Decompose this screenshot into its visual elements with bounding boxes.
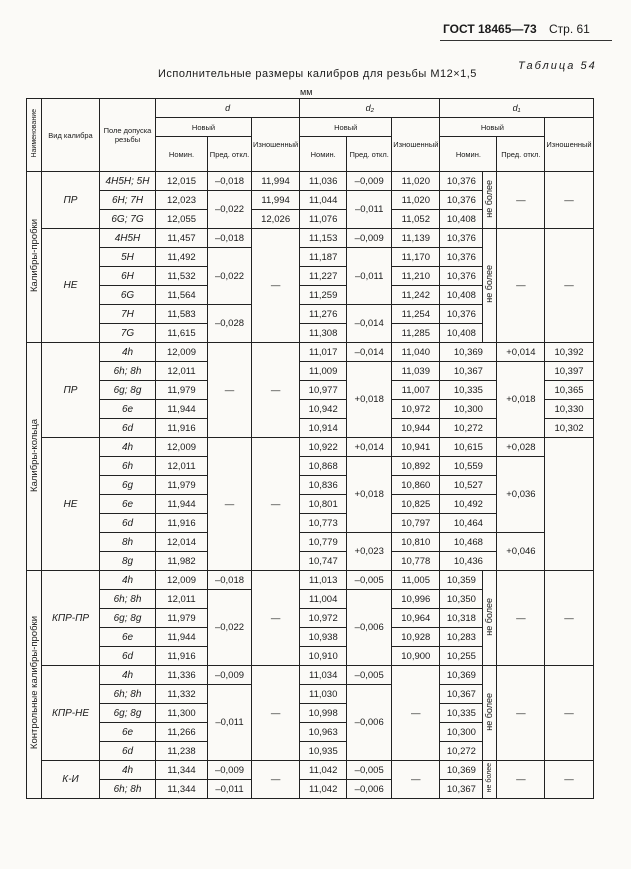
- value-cell: 11,982: [156, 552, 208, 571]
- value-cell: 11,944: [156, 400, 208, 419]
- value-cell: 11,332: [156, 685, 208, 704]
- value-cell: –0,011: [347, 191, 392, 229]
- value-cell: 10,492: [440, 495, 497, 514]
- tolerance-cell: 6e: [100, 400, 156, 419]
- value-cell: 10,350: [440, 590, 483, 609]
- value-cell: 11,044: [300, 191, 347, 210]
- value-cell: 10,868: [300, 457, 347, 476]
- value-cell: –0,006: [347, 685, 392, 761]
- note-ne-bolee: не более: [483, 571, 497, 666]
- value-cell: 10,964: [392, 609, 440, 628]
- value-cell: 10,996: [392, 590, 440, 609]
- col-header-d1-nom: Номин.: [440, 137, 497, 172]
- value-cell: 10,376: [440, 267, 483, 286]
- col-header-d1-worn: Изношенный: [545, 118, 593, 172]
- value-cell: 11,187: [300, 248, 347, 267]
- value-cell: 10,376: [440, 305, 483, 324]
- value-cell: 10,300: [440, 723, 483, 742]
- kind-cell: НЕ: [42, 438, 100, 571]
- tolerance-cell: 6g; 8g: [100, 381, 156, 400]
- value-cell: –0,005: [347, 666, 392, 685]
- value-cell: –0,009: [208, 761, 252, 780]
- tolerance-cell: 7G: [100, 324, 156, 343]
- tolerance-cell: 6H; 7H: [100, 191, 156, 210]
- dash-cell: —: [545, 571, 593, 666]
- standard-number: ГОСТ 18465—73: [443, 22, 537, 36]
- tolerance-cell: 4H5H; 5H: [100, 172, 156, 191]
- col-header-d2-worn: Изношенный: [392, 118, 440, 172]
- value-cell: –0,014: [347, 343, 392, 362]
- value-cell: 11,300: [156, 704, 208, 723]
- value-cell: 11,979: [156, 476, 208, 495]
- group-label-control: Контрольные калибры-пробки: [27, 571, 42, 799]
- col-header-d-dev: Пред. откл.: [208, 137, 252, 172]
- header-rule: [440, 40, 612, 41]
- value-cell: +0,018: [347, 457, 392, 533]
- value-cell: –0,009: [347, 229, 392, 248]
- table-row: [27, 343, 594, 362]
- tolerance-cell: 6h; 8h: [100, 590, 156, 609]
- value-cell: 12,009: [156, 343, 208, 362]
- dash-cell: —: [497, 571, 545, 666]
- value-cell: 10,369: [440, 761, 483, 780]
- value-cell: 11,492: [156, 248, 208, 267]
- tolerance-cell: 6h: [100, 457, 156, 476]
- value-cell: +0,018: [497, 362, 545, 438]
- dash-cell: —: [545, 172, 593, 229]
- value-cell: 11,242: [392, 286, 440, 305]
- tolerance-cell: 8h: [100, 533, 156, 552]
- value-cell: 10,464: [440, 514, 497, 533]
- value-cell: 10,272: [440, 419, 497, 438]
- value-cell: 11,979: [156, 381, 208, 400]
- tolerance-cell: 7H: [100, 305, 156, 324]
- tolerance-cell: 6d: [100, 419, 156, 438]
- tolerance-cell: 6d: [100, 742, 156, 761]
- value-cell: 10,928: [392, 628, 440, 647]
- value-cell: –0,018: [208, 172, 252, 191]
- note-ne-bolee: не более: [483, 761, 497, 799]
- value-cell: 11,020: [392, 172, 440, 191]
- value-cell: 12,055: [156, 210, 208, 229]
- dash-cell: —: [497, 172, 545, 229]
- value-cell: 10,255: [440, 647, 483, 666]
- value-cell: 11,007: [392, 381, 440, 400]
- group-label-rings: Калибры-кольца: [27, 343, 42, 571]
- col-header-d1: d₁: [440, 99, 593, 118]
- value-cell: 10,376: [440, 229, 483, 248]
- value-cell: 10,747: [300, 552, 347, 571]
- value-cell: 10,559: [440, 457, 497, 476]
- value-cell: 10,302: [545, 419, 593, 438]
- value-cell: 10,369: [440, 666, 483, 685]
- dash-cell: —: [252, 438, 300, 571]
- value-cell: –0,018: [208, 571, 252, 590]
- value-cell: 10,335: [440, 381, 497, 400]
- value-cell: 11,944: [156, 628, 208, 647]
- dash-cell: —: [392, 666, 440, 761]
- value-cell: 10,801: [300, 495, 347, 514]
- value-cell: 10,860: [392, 476, 440, 495]
- value-cell: 10,283: [440, 628, 483, 647]
- value-cell: 10,972: [392, 400, 440, 419]
- value-cell: 10,408: [440, 286, 483, 305]
- value-cell: 10,369: [440, 343, 497, 362]
- value-cell: –0,011: [347, 248, 392, 305]
- value-cell: 11,266: [156, 723, 208, 742]
- value-cell: 10,615: [440, 438, 497, 457]
- value-cell: 11,042: [300, 780, 347, 799]
- value-cell: 12,011: [156, 362, 208, 381]
- col-header-d2-dev: Пред. откл.: [347, 137, 392, 172]
- value-cell: 11,040: [392, 343, 440, 362]
- value-cell: 10,397: [545, 362, 593, 381]
- note-ne-bolee: не более: [483, 172, 497, 229]
- value-cell: 11,344: [156, 761, 208, 780]
- dash-cell: —: [252, 229, 300, 343]
- dash-cell: —: [208, 438, 252, 571]
- value-cell: 11,139: [392, 229, 440, 248]
- value-cell: 11,979: [156, 609, 208, 628]
- dash-cell: —: [252, 666, 300, 761]
- value-cell: 10,963: [300, 723, 347, 742]
- value-cell: 10,359: [440, 571, 483, 590]
- dash-cell: —: [545, 229, 593, 343]
- col-header-d-new: Новый: [156, 118, 252, 137]
- note-ne-bolee: не более: [483, 229, 497, 343]
- value-cell: 10,942: [300, 400, 347, 419]
- tolerance-cell: 4h: [100, 438, 156, 457]
- value-cell: 11,052: [392, 210, 440, 229]
- value-cell: –0,018: [208, 229, 252, 248]
- table-row: [27, 229, 594, 248]
- value-cell: 10,392: [545, 343, 593, 362]
- value-cell: +0,014: [347, 438, 392, 457]
- table-row: [27, 362, 594, 381]
- value-cell: –0,014: [347, 305, 392, 343]
- value-cell: –0,006: [347, 780, 392, 799]
- value-cell: 10,335: [440, 704, 483, 723]
- col-header-tolerance: Поле допуска резьбы: [100, 99, 156, 172]
- col-header-d-nom: Номин.: [156, 137, 208, 172]
- value-cell: 11,030: [300, 685, 347, 704]
- col-header-d2-new: Новый: [300, 118, 392, 137]
- table-row: [27, 457, 594, 476]
- value-cell: 10,778: [392, 552, 440, 571]
- table-row: [27, 438, 594, 457]
- col-header-d-worn: Изношенный: [252, 118, 300, 172]
- units-label: мм: [300, 87, 313, 97]
- value-cell: 10,910: [300, 647, 347, 666]
- tolerance-cell: 6d: [100, 514, 156, 533]
- value-cell: 10,367: [440, 362, 497, 381]
- tolerance-cell: 6g: [100, 476, 156, 495]
- dash-cell: —: [252, 343, 300, 438]
- value-cell: –0,009: [347, 172, 392, 191]
- kind-cell: ПР: [42, 343, 100, 438]
- value-cell: 11,017: [300, 343, 347, 362]
- dash-cell: —: [545, 666, 593, 761]
- col-header-d1-new: Новый: [440, 118, 545, 137]
- value-cell: 10,779: [300, 533, 347, 552]
- value-cell: 10,836: [300, 476, 347, 495]
- value-cell: +0,028: [497, 438, 545, 457]
- col-header-d2-nom: Номин.: [300, 137, 347, 172]
- value-cell: 11,036: [300, 172, 347, 191]
- kind-cell: КПР-НЕ: [42, 666, 100, 761]
- value-cell: 11,276: [300, 305, 347, 324]
- value-cell: 11,994: [252, 172, 300, 191]
- tolerance-cell: 4h: [100, 761, 156, 780]
- value-cell: 10,527: [440, 476, 497, 495]
- value-cell: 11,336: [156, 666, 208, 685]
- value-cell: +0,014: [497, 343, 545, 362]
- value-cell: 11,153: [300, 229, 347, 248]
- value-cell: 11,916: [156, 647, 208, 666]
- value-cell: 10,376: [440, 191, 483, 210]
- value-cell: –0,006: [347, 590, 392, 666]
- col-header-name: Наименование: [27, 99, 42, 172]
- value-cell: +0,018: [347, 362, 392, 438]
- value-cell: –0,011: [208, 685, 252, 761]
- table-row: [27, 172, 594, 191]
- value-cell: 12,009: [156, 438, 208, 457]
- value-cell: 11,583: [156, 305, 208, 324]
- value-cell: 10,318: [440, 609, 483, 628]
- value-cell: 10,408: [440, 210, 483, 229]
- value-cell: 11,564: [156, 286, 208, 305]
- value-cell: –0,022: [208, 191, 252, 229]
- value-cell: –0,005: [347, 761, 392, 780]
- tolerance-cell: 6G; 7G: [100, 210, 156, 229]
- value-cell: +0,036: [497, 457, 545, 533]
- value-cell: 12,015: [156, 172, 208, 191]
- value-cell: 10,922: [300, 438, 347, 457]
- value-cell: 11,227: [300, 267, 347, 286]
- table-label: Таблица 54: [518, 60, 597, 72]
- value-cell: 12,011: [156, 457, 208, 476]
- value-cell: 10,797: [392, 514, 440, 533]
- dash-cell: —: [497, 761, 545, 799]
- value-cell: 11,210: [392, 267, 440, 286]
- value-cell: 10,892: [392, 457, 440, 476]
- value-cell: 10,468: [440, 533, 497, 552]
- value-cell: 12,023: [156, 191, 208, 210]
- value-cell: 10,977: [300, 381, 347, 400]
- tolerance-cell: 6g; 8g: [100, 704, 156, 723]
- value-cell: 11,532: [156, 267, 208, 286]
- calibre-dimensions-table: [26, 98, 594, 799]
- value-cell: 11,344: [156, 780, 208, 799]
- value-cell: 10,900: [392, 647, 440, 666]
- value-cell: 11,042: [300, 761, 347, 780]
- value-cell: 11,009: [300, 362, 347, 381]
- value-cell: 10,408: [440, 324, 483, 343]
- value-cell: 10,367: [440, 685, 483, 704]
- value-cell: –0,028: [208, 305, 252, 343]
- value-cell: –0,022: [208, 590, 252, 666]
- value-cell: 10,998: [300, 704, 347, 723]
- tolerance-cell: 4h: [100, 666, 156, 685]
- kind-cell: НЕ: [42, 229, 100, 343]
- value-cell: 11,254: [392, 305, 440, 324]
- kind-cell: КПР-ПР: [42, 571, 100, 666]
- value-cell: 10,436: [440, 552, 497, 571]
- value-cell: 11,238: [156, 742, 208, 761]
- value-cell: 11,034: [300, 666, 347, 685]
- value-cell: 10,376: [440, 248, 483, 267]
- value-cell: 12,011: [156, 590, 208, 609]
- page-number: Стр. 61: [549, 22, 590, 36]
- dash-cell: —: [208, 343, 252, 438]
- value-cell: 10,810: [392, 533, 440, 552]
- dash-cell: —: [252, 571, 300, 666]
- col-header-kind: Вид калибра: [42, 99, 100, 172]
- tolerance-cell: 4H5H: [100, 229, 156, 248]
- value-cell: 11,457: [156, 229, 208, 248]
- table-row: [27, 533, 594, 552]
- value-cell: 11,170: [392, 248, 440, 267]
- value-cell: –0,009: [208, 666, 252, 685]
- tolerance-cell: 6e: [100, 628, 156, 647]
- group-label-plugs: Калибры-пробки: [27, 172, 42, 343]
- value-cell: –0,011: [208, 780, 252, 799]
- tolerance-cell: 6e: [100, 495, 156, 514]
- col-header-d2: d₂: [300, 99, 440, 118]
- dash-cell: —: [252, 761, 300, 799]
- tolerance-cell: 6G: [100, 286, 156, 305]
- value-cell: 10,935: [300, 742, 347, 761]
- value-cell: 11,076: [300, 210, 347, 229]
- kind-cell: ПР: [42, 172, 100, 229]
- note-ne-bolee: не более: [483, 666, 497, 761]
- dash-cell: —: [545, 761, 593, 799]
- value-cell: 11,994: [252, 191, 300, 210]
- tolerance-cell: 6h; 8h: [100, 685, 156, 704]
- value-cell: 11,285: [392, 324, 440, 343]
- dash-cell: —: [392, 761, 440, 799]
- value-cell: 12,009: [156, 571, 208, 590]
- value-cell: 10,914: [300, 419, 347, 438]
- value-cell: 11,615: [156, 324, 208, 343]
- tolerance-cell: 5H: [100, 248, 156, 267]
- value-cell: +0,023: [347, 533, 392, 571]
- value-cell: 10,330: [545, 400, 593, 419]
- tolerance-cell: 8g: [100, 552, 156, 571]
- table-row: [27, 761, 594, 780]
- value-cell: 10,300: [440, 400, 497, 419]
- value-cell: 11,013: [300, 571, 347, 590]
- value-cell: 11,005: [392, 571, 440, 590]
- value-cell: –0,005: [347, 571, 392, 590]
- value-cell: 10,272: [440, 742, 483, 761]
- value-cell: 10,825: [392, 495, 440, 514]
- table-row: [27, 666, 594, 685]
- tolerance-cell: 4h: [100, 571, 156, 590]
- dash-cell: —: [497, 229, 545, 343]
- tolerance-cell: 6g; 8g: [100, 609, 156, 628]
- value-cell: 11,308: [300, 324, 347, 343]
- empty-cell: [545, 438, 593, 571]
- tolerance-cell: 6H: [100, 267, 156, 286]
- kind-cell: К-И: [42, 761, 100, 799]
- value-cell: 10,365: [545, 381, 593, 400]
- value-cell: 11,039: [392, 362, 440, 381]
- value-cell: 11,259: [300, 286, 347, 305]
- value-cell: 10,941: [392, 438, 440, 457]
- value-cell: 11,916: [156, 419, 208, 438]
- value-cell: 11,020: [392, 191, 440, 210]
- dash-cell: —: [497, 666, 545, 761]
- table-row: [27, 571, 594, 590]
- value-cell: 12,026: [252, 210, 300, 229]
- value-cell: 10,938: [300, 628, 347, 647]
- value-cell: 10,773: [300, 514, 347, 533]
- value-cell: 11,944: [156, 495, 208, 514]
- table-title: Исполнительные размеры калибров для резьбы М12×1,5: [158, 68, 477, 80]
- value-cell: 10,367: [440, 780, 483, 799]
- value-cell: –0,022: [208, 248, 252, 305]
- value-cell: +0,046: [497, 533, 545, 571]
- tolerance-cell: 6d: [100, 647, 156, 666]
- value-cell: 10,972: [300, 609, 347, 628]
- value-cell: 11,916: [156, 514, 208, 533]
- tolerance-cell: 6h; 8h: [100, 362, 156, 381]
- tolerance-cell: 6e: [100, 723, 156, 742]
- value-cell: 12,014: [156, 533, 208, 552]
- tolerance-cell: 6h; 8h: [100, 780, 156, 799]
- value-cell: 11,004: [300, 590, 347, 609]
- value-cell: 10,376: [440, 172, 483, 191]
- value-cell: 10,944: [392, 419, 440, 438]
- col-header-d1-dev: Пред. откл.: [497, 137, 545, 172]
- tolerance-cell: 4h: [100, 343, 156, 362]
- col-header-d: d: [156, 99, 300, 118]
